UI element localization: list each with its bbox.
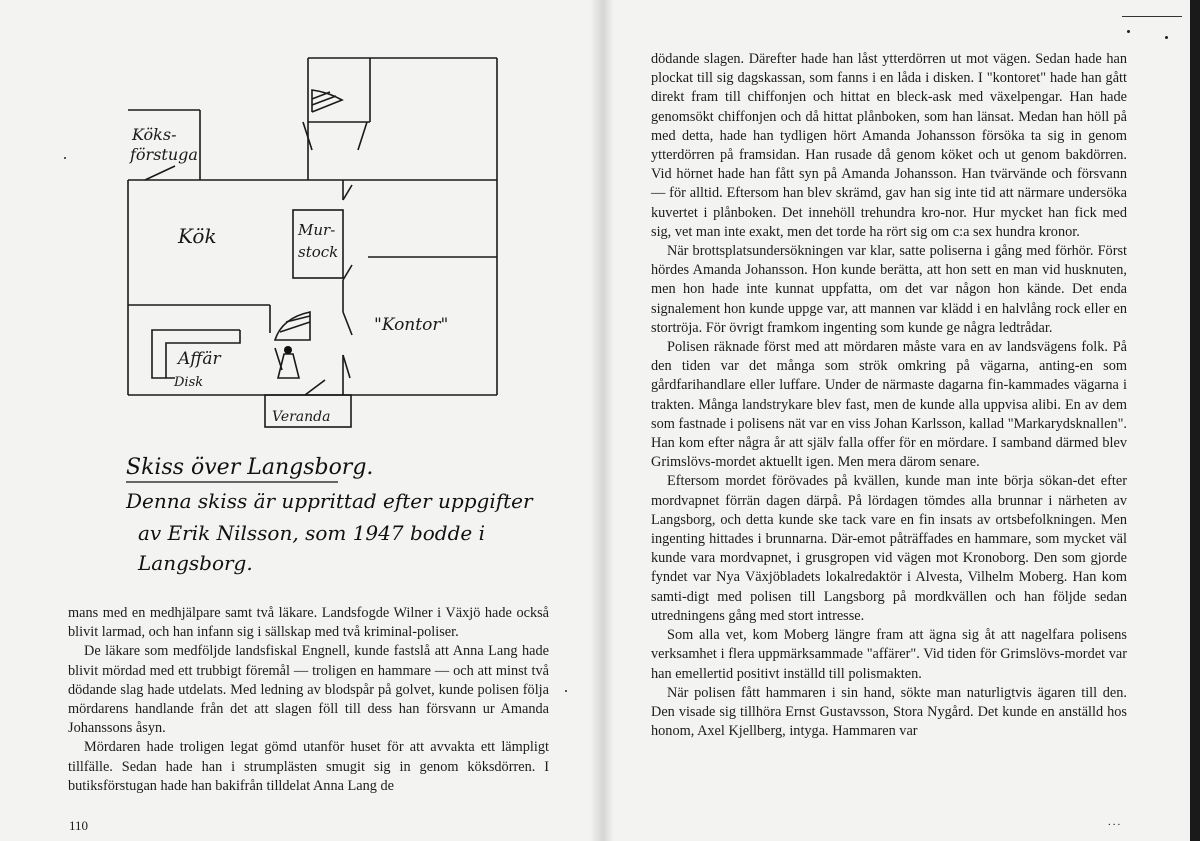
caption-line-4: Langsborg. bbox=[138, 551, 253, 575]
paragraph: De läkare som medföljde landsfiskal Engnell, kunde fastslå att Anna Lang hade blivit mördad med ett trubbigt föremål — troligen en hammare — och att minst två dödande slag hade utdelats. Med ledning av blodspår på golvet, kunde polisen följa mördarens handlande från det att slagen föll till dess han försvann ur Amanda Johanssons åsyn. bbox=[68, 643, 549, 737]
paragraph: mans med en medhjälpare samt två läkare. Landsfogde Wilner i Växjö hade också blivit larmad, och han infann sig i sällskap med två kriminal-poliser. bbox=[68, 605, 549, 641]
door bbox=[145, 166, 175, 180]
scan-speck bbox=[565, 690, 567, 692]
staircase bbox=[275, 312, 310, 340]
left-body-text bbox=[68, 604, 549, 796]
floorplan-sketch bbox=[100, 50, 520, 435]
label-disk: Disk bbox=[174, 375, 204, 390]
right-body-text bbox=[651, 50, 1127, 741]
label-kok: Kök bbox=[178, 224, 217, 248]
label-murstock-line2: stock bbox=[298, 243, 339, 261]
label-affar: Affär bbox=[178, 349, 221, 369]
paragraph: När brottsplatsundersökningen var klar, satte poliserna i gång med förhör. Först hördes Amanda Johansson. Hon kunde berätta, att hon sett en man vid husknuten, men hon hade inte kunnat uppfatta, om det var någon hon kände. Det enda signalement hon kunde uppge var, att mannen var klädd i en halvlång rock eller en stortröja. För övrigt framkom ingenting som kunde ge några ledtrådar. bbox=[651, 243, 1127, 336]
scan-speck bbox=[64, 157, 66, 159]
paragraph: Eftersom mordet förövades på kvällen, kunde man inte börja sökan-det efter mordvapnet förrän dagen därpå. På lördagen tömdes alla brunnar i närheten av Langsborg, och detta kunde ske tack vare en fin insats av ortsbefolkningen. Men ingenting hittades i brunnarna. Där-emot påträffades en hammare, som mycket väl kunde vara mordvapnet, i grusgropen vid vägen mot Kronoborg. Den som gjorde fyndet var Nya Växjöbladets lokalredaktör i Alvesta, Vilhelm Moberg. Han kom samti-digt med polisen till Langsborg på mordkvällen och han följde sedan utredningens gång med stort intresse. bbox=[651, 473, 1127, 624]
book-gutter bbox=[590, 0, 614, 841]
paragraph: Mördaren hade troligen legat gömd utanför huset för att avvakta ett lämpligt tillfälle. Sedan hade han i strumplästen smugit sig in genom köksdörren. I butiksförstugan hade han bakifrån tilldelat Anna Lang de bbox=[68, 739, 549, 794]
person-figure bbox=[278, 354, 299, 378]
paragraph: När polisen fått hammaren i sin hand, sökte man naturligtvis ägaren till den. Den visade sig tillhöra Ernst Gustavsson, Stora Nygård. Det kunde en anställd hos honom, Axel Kjellberg, intyga. Hammaren var bbox=[651, 684, 1127, 740]
label-kontor: "Kontor" bbox=[374, 315, 449, 335]
label-murstock-line1: Mur- bbox=[298, 221, 336, 239]
caption-line-2: Denna skiss är upprittad efter uppgifter bbox=[126, 489, 533, 513]
continuation-marks: ... bbox=[1108, 816, 1123, 828]
scan-speck bbox=[1127, 30, 1130, 33]
door bbox=[343, 355, 350, 378]
caption-title: Skiss över Langsborg. bbox=[126, 455, 374, 480]
sketch-caption bbox=[118, 448, 538, 578]
caption-line-3: av Erik Nilsson, som 1947 bodde i bbox=[138, 521, 485, 545]
door bbox=[343, 312, 352, 335]
paragraph: Polisen räknade först med att mördaren måste vara en av landsvägens folk. På den tiden var det många som strök omkring på vägarna, anting-en som gårdfarihandlare eller luffare. Under de närmaste dagarna fin-kammades vägarna i trakten. Många landstrykare blev fast, men de kunde alla uppvisa alibi. En av dem som fastnade i polisens nät var en viss Johan Karlsson, kallad "Markarydsknallen". Han kom efter några år att själv falla offer för en mördare. I samband därmed blev Grimslövs-mordet aktuellt igen. Men mera därom senare. bbox=[651, 339, 1127, 471]
label-koksforstuga-line2: förstuga bbox=[130, 145, 198, 164]
scan-speck bbox=[1165, 36, 1168, 39]
paragraph: dödande slagen. Därefter hade han låst ytterdörren ut mot vägen. Sedan hade han plockat till sig dagskassan, som fanns i en låda i disken. I "kontoret" hade han gått direkt fram till chiffonjen och hittat en bleck-ask med växelpengar. Han hade genomsökt chiffonjen och då hittat plånboken, som han länsat. Medan han höll på med detta, hade han tydligen hört Amanda Johansson försöka ta sig in genom ytterdörren på framsidan. Han rusade då genom köket och ut genom bakdörren. Vid hörnet hade han fått syn på Amanda Johansson. Han tvärvände och försvann — för alltid. Eftersom han blev skrämd, gav han sig inte tid att närmare undersöka kuvertet i plånboken. Det innehöll trehundra kro-nor. Hur mycket han fick med sig, vet man inte exakt, men det torde ha rört sig om c:a sex hundra kronor. bbox=[651, 51, 1127, 240]
paragraph: Som alla vet, kom Moberg längre fram att ägna sig åt att nagelfara polisens verksamhet i flera uppmärksammade "affärer". Vid tiden för Grimslövs-mordet var han emellertid positivt inställd till polismakten. bbox=[651, 627, 1127, 682]
label-koksforstuga-line1: Köks- bbox=[132, 125, 177, 144]
scan-mark bbox=[1122, 16, 1182, 17]
staircase bbox=[286, 316, 310, 322]
door bbox=[358, 122, 367, 150]
staircase bbox=[312, 92, 330, 99]
person-figure bbox=[284, 346, 292, 354]
page-number: 110 bbox=[69, 818, 89, 833]
label-veranda: Veranda bbox=[272, 409, 331, 425]
door bbox=[305, 380, 325, 395]
door bbox=[343, 185, 352, 200]
scan-edge bbox=[1190, 0, 1200, 841]
door bbox=[343, 265, 352, 280]
